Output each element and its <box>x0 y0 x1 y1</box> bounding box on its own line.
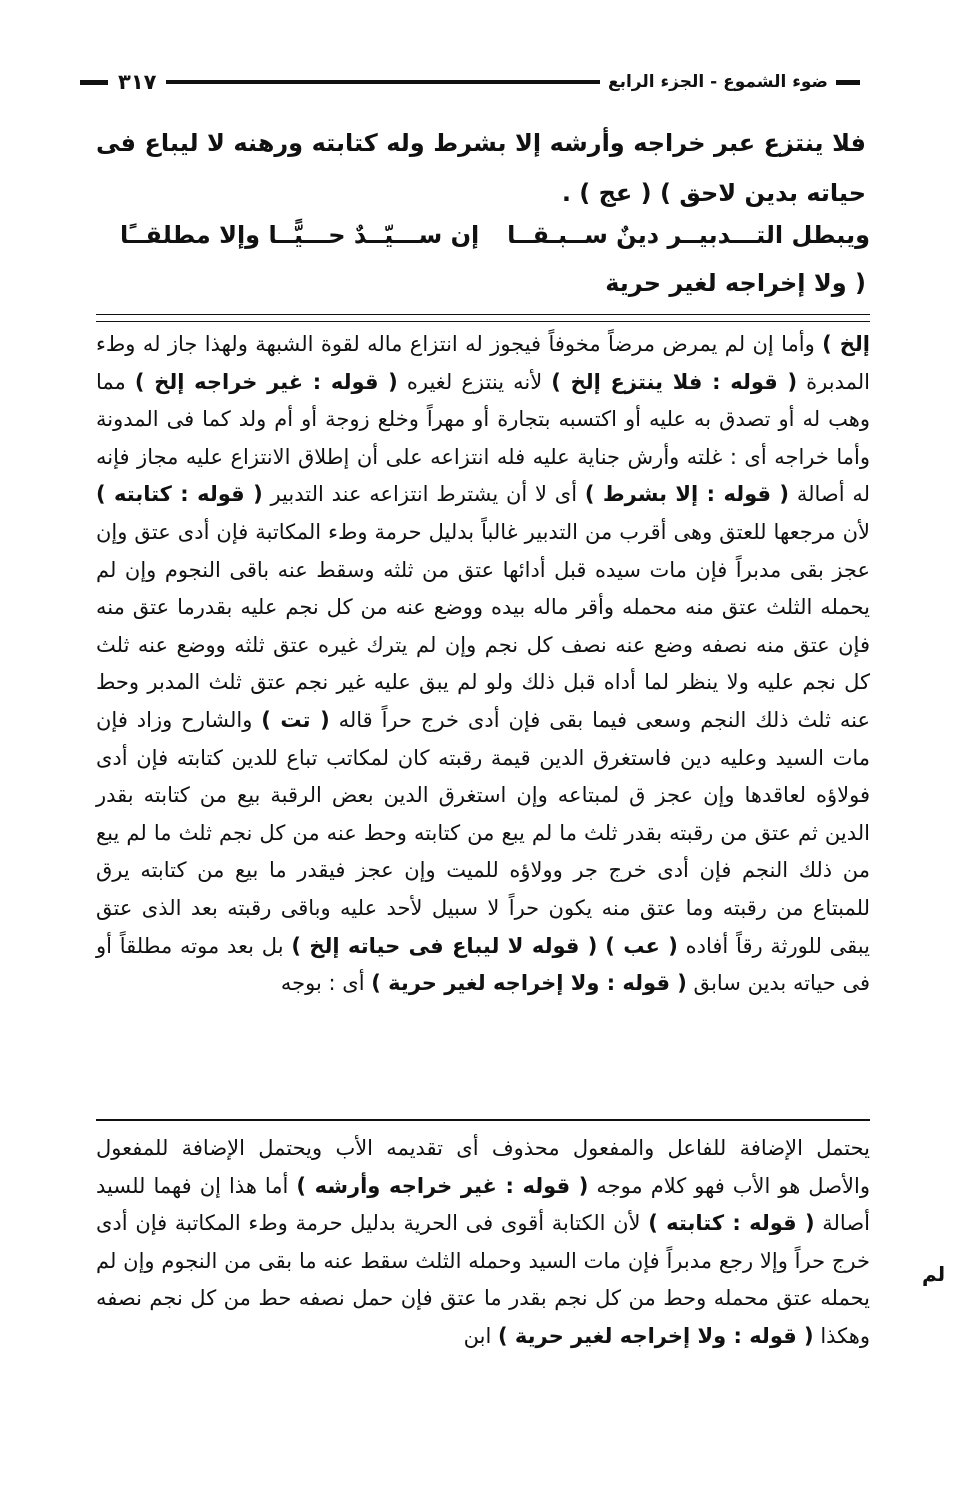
header-dash-right <box>836 80 860 85</box>
commentary-text: ابن <box>463 1323 498 1348</box>
commentary-lemma: ( قوله : ولا إخراجه لغير حرية ) <box>497 1323 814 1348</box>
commentary-lemma: ( قوله : فلا ينتزع إلخ ) <box>551 369 798 394</box>
commentary-main <box>96 326 870 1003</box>
commentary-lemma: ( تت ) <box>261 707 330 732</box>
commentary-lemma: ( قوله : كتابته ) <box>648 1211 815 1236</box>
commentary-text: أى لا أن يشترط انتزاعه عند التدبير <box>262 482 585 507</box>
running-header <box>80 64 860 100</box>
commentary-lemma: ( عب ) <box>605 933 678 958</box>
commentary-text: يحتمل الإضافة للفاعل والمفعول محذوف أى تقديمه الأب ويحتمل الإضافة للمفعول والأصل هو الأب فهو كلام موجه <box>96 1136 870 1198</box>
verse-first-hemistich: ويبطل التـــدبيــر دينٌ ســبـقــا <box>507 221 870 249</box>
commentary-divider <box>96 1119 870 1121</box>
commentary-lemma: ( قوله لا ليباع فى حياته إلخ ) <box>291 933 598 958</box>
commentary-text: لأن الكتابة أقوى فى الحرية بدليل حرمة وطء المكاتبة فإن أدى خرج حراً وإلا رجع مدبراً فإن مات السيد وحمله الثلث سقط عنه ما بقى من النجوم وإن لم يحمله عتق محمله وحط من كل نجم بقدر ما عتق فإن حمل نصفه حط من كل نجم نصفه وهكذا <box>96 1211 870 1348</box>
commentary-lemma: ( قوله : ولا إخراجه لغير حرية ) <box>371 971 687 996</box>
commentary-text: وأما إن لم يمرض مرضاً مخوفاً فيجوز له انتزاع ماله لقوة الشبهة ولهذا جاز له وطء المدبرة <box>96 332 870 394</box>
matn-text: فلا ينتزع عبر خراجه وأرشه إلا بشرط وله كتابته ورهنه لا ليباع فى حياته بدين لاحق ) ( عج ) . <box>96 129 866 207</box>
commentary-lemma: ( قوله : غير خراجه إلخ ) <box>134 369 398 394</box>
commentary-lemma: إلخ ) <box>822 332 870 356</box>
commentary-text: مما وهب له أو تصدق به عليه أو اكتسبه بتجارة أو مهراً وخلع زوجة أو أم ولد كما فى المدونة وأما خراجه أى : غلته وأرش جناية عليه فله انتزاعه على أن إطلاق الانتزاع عليه مجاز فإنه له أصالة <box>96 369 870 507</box>
header-rule <box>166 80 600 84</box>
margin-mark: لم <box>922 1262 946 1286</box>
commentary-text: بل بعد موته مطلقاً أو فى حياته بدين سابق <box>96 933 870 996</box>
page-number: ٣١٧ <box>118 70 157 94</box>
verse-second-hemistich: إن ســـيّــدٌ حـــيًّــا وإلا مطلقــًا <box>120 221 480 249</box>
commentary-text: أى : بوجه <box>280 971 372 996</box>
commentary-lemma: ( قوله : غير خراجه وأرشه ) <box>296 1173 589 1198</box>
commentary-text: لأنه ينتزع لغيره <box>397 369 552 394</box>
commentary-text: والشارح وزاد فإن مات السيد وعليه دين فاستغرق الدين قيمة رقبته كان لمكاتب تباع للدين كتابته فإن أدى فولاؤه لعاقدها وإن عجز ق لمبتاعه وإن استغرق الدين بعض الرقبة بيع من كتابته بقدر الدين ثم عتق من رقبته بقدر ثلث ما لم يبع من كتابته وحط عنه من كل نجم ثلث ما لم يبع من ذلك النجم فإن أدى خرج جر وولاؤه للميت وإن عجز فيقدر ما بيع من كتابته يرق للمبتاع من رقبته وما عتق منه يكون حراً لا سبيل لأحد عليه وباقى رقبته بعد الذى عتق يبقى للورثة رقاً أفاده <box>96 707 870 958</box>
commentary-secondary <box>96 1130 870 1356</box>
header-dash-left <box>80 80 108 85</box>
matn-divider <box>96 314 870 322</box>
verse-line <box>120 210 870 260</box>
commentary-lemma: ( قوله : كتابته ) <box>96 482 263 507</box>
commentary-text: أما هذا إن فهما للسيد أصالة <box>96 1173 870 1236</box>
matn-continuation: ( ولا إخراجه لغير حرية <box>605 269 866 297</box>
header-title: ضوء الشموع - الجزء الرابع <box>607 72 828 92</box>
commentary-text: لأن مرجعها للعتق وهى أقرب من التدبير غالباً بدليل حرمة وطء المكاتبة فإن أدى عتق وإن عجز بقى مدبراً فإن مات سيده قبل أدائها عتق من ثلثه وسقط عنه باقى النجوم وإن لم يحمله الثلث عتق منه محمله وأقر ماله بيده ووضع عنه من كل نجم عليه بقدرما عتق منه فإن عتق منه نصفه وضع عنه نصف كل نجم وإن لم يترك غيره عتق ثلثه ووضع عنه ثلث كل نجم عليه ولا ينظر لما أداه قبل ذلك ولو لم يبق عليه غير نجم عتق ثلث المدبر وحط عنه ثلث ذلك النجم وسعى فيما بقى فإن أدى خرج حراً قاله <box>96 519 871 732</box>
commentary-lemma: ( قوله : إلا بشرط ) <box>584 482 790 507</box>
